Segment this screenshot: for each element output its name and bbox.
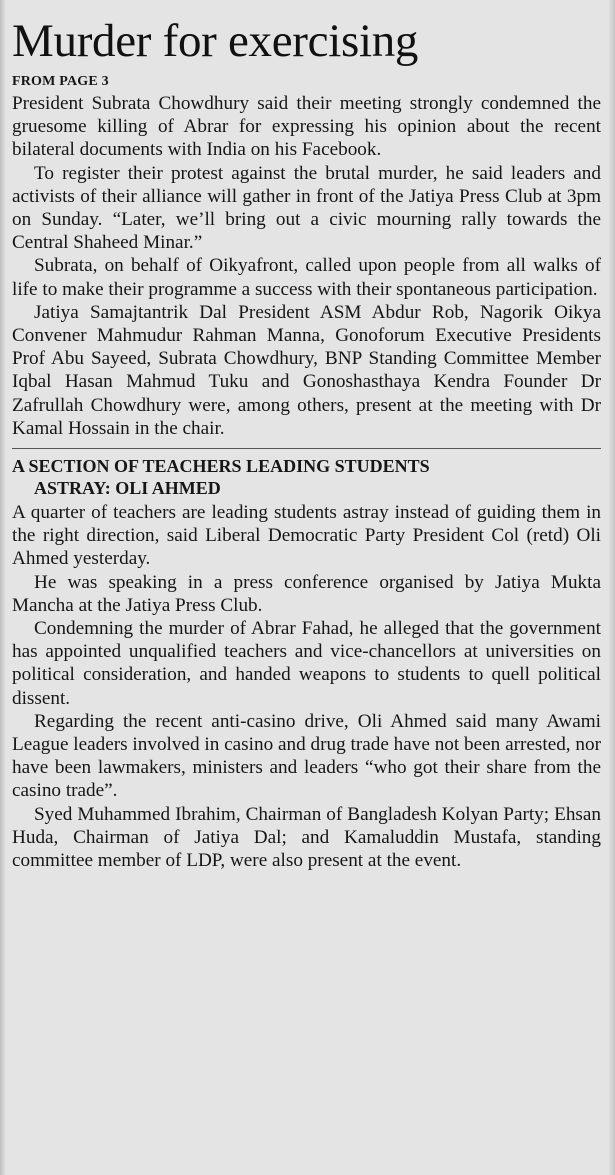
article-paragraph: Subrata, on behalf of Oikyafront, called upon people from all walks of life to make their programme a success with their spontaneous participation. — [12, 255, 601, 300]
section-divider — [12, 448, 601, 449]
section-paragraph: Condemning the murder of Abrar Fahad, he alleged that the government has appointed unqualified teachers and vice-chancellors at universities on political consideration, and handed weapons to students to quell political dissent. — [12, 618, 601, 709]
section-paragraph: Syed Muhammed Ibrahim, Chairman of Bangladesh Kolyan Party; Ehsan Huda, Chairman of Jatiya Dal; and Kamaluddin Mustafa, standing committee member of LDP, were also present at the event. — [12, 803, 601, 872]
jump-label: FROM PAGE 3 — [12, 74, 109, 89]
section-subhead — [12, 455, 601, 499]
section-subhead-line-2: ASTRAY: OLI AHMED — [34, 478, 221, 499]
section-subhead-line-1: A SECTION OF TEACHERS LEADING STUDENTS — [12, 456, 430, 477]
section-paragraph: Regarding the recent anti-casino drive, Oli Ahmed said many Awami League leaders involved in casino and drug trade have not been arrested, nor have been lawmakers, ministers and leaders “who got their share from the casino trade”. — [12, 710, 601, 802]
article-paragraph: President Subrata Chowdhury said their meeting strongly condemned the gruesome killing of Abrar for expressing his opinion about the recent bilateral documents with India on his Facebook. — [12, 93, 601, 161]
article-paragraph: To register their protest against the brutal murder, he said leaders and activists of their alliance will gather in front of the Jatiya Press Club at 3pm on Sunday. “Later, we’ll bring out a civic mourning rally towards the Central Shaheed Minar.” — [12, 162, 601, 254]
headline: Murder for exercising — [12, 15, 419, 67]
article-paragraph: Jatiya Samajtantrik Dal President ASM Abdur Rob, Nagorik Oikya Convener Mahmudur Rahman Manna, Gonoforum Executive Presidents Prof Abu Sayeed, Subrata Chowdhury, BNP Standing Committee Member Iqbal Hasan Mahmud Tuku and Gonoshasthaya Kendra Founder Dr Zafrullah Chowdhury were, among others, present at the meeting with Dr Kamal Hossain in the chair. — [12, 301, 601, 439]
section-paragraph: A quarter of teachers are leading students astray instead of guiding them in the right direction, said Liberal Democratic Party President Col (retd) Oli Ahmed yesterday. — [12, 502, 601, 570]
section-paragraph: He was speaking in a press conference organised by Jatiya Mukta Mancha at the Jatiya Press Club. — [12, 571, 601, 616]
